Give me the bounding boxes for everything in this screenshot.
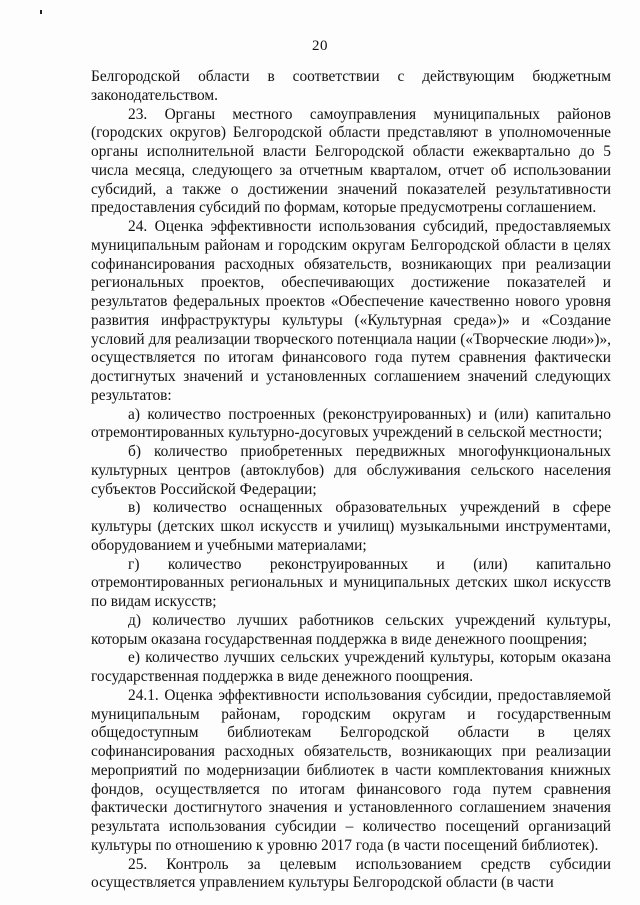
- paragraph-24-item-b: б) количество приобретенных передвижных многофункциональных культурных центров (автоклубов) для обслуживания сельского населения субъектов Российской Федерации;: [91, 443, 611, 498]
- paragraph-24-item-c: в) количество оснащенных образовательных учреждений в сфере культуры (детских школ искусств и училищ) музыкальными инструментами, оборудованием и учебными материалами;: [91, 499, 611, 554]
- paragraph-24: 24. Оценка эффективности использования субсидий, предоставляемых муниципальным районам и городским округам Белгородской области в целях софинансирования расходных обязательств, возникающих при реализации региональных проектов, обеспечивающих достижение показателей и результатов федеральных проектов «Обеспечение качественно нового уровня развития инфраструктуры культуры («Культурная среда»)» и «Создание условий для реализации творческого потенциала нации («Творческие люди»)», осуществляется по итогам финансового года путем сравнения фактически достигнутых значений и установленных соглашением значений следующих результатов:: [91, 218, 611, 404]
- paragraph-23: 23. Органы местного самоуправления муниципальных районов (городских округов) Белгородской области представляют в уполномоченные органы исполнительной власти Белгородской области ежеквартально до 5 числа месяца, следующего за отчетным кварталом, отчет об использовании субсидий, а также о достижении значений показателей результативности предоставления субсидий по формам, которые предусмотрены соглашением.: [91, 105, 611, 217]
- paragraph-24-item-f: е) количество лучших сельских учреждений культуры, которым оказана государственная поддержка в виде денежного поощрения.: [91, 649, 611, 685]
- document-body: [91, 68, 611, 893]
- page-number: 20: [312, 38, 328, 54]
- paragraph-24-item-e: д) количество лучших работников сельских учреждений культуры, которым оказана государственная поддержка в виде денежного поощрения;: [91, 611, 611, 648]
- paragraph-continuation: Белгородской области в соответствии с действующим бюджетным законодательством.: [91, 68, 611, 104]
- scan-mark: [40, 10, 42, 14]
- paragraph-24-item-d: г) количество реконструированных и (или) капитально отремонтированных региональных и муниципальных детских школ искусств по видам искусств;: [91, 555, 611, 610]
- paragraph-24-item-a: а) количество построенных (реконструированных) и (или) капитально отремонтированных культурно-досуговых учреждений в сельской местности;: [91, 405, 611, 442]
- paragraph-25: 25. Контроль за целевым использованием средств субсидии осуществляется управлением культуры Белгородской области (в части: [91, 855, 611, 892]
- paragraph-24-1: 24.1. Оценка эффективности использования субсидии, предоставляемой муниципальным районам, городским округам и государственным общедоступным библиотекам Белгородской области в целях софинансирования расходных обязательств, возникающих при реализации мероприятий по модернизации библиотек в части комплектования книжных фондов, осуществляется по итогам финансового года путем сравнения фактически достигнутого значения и установленного соглашением значения результата использования субсидии – количество посещений организаций культуры по отношению к уровню 2017 года (в части посещений библиотек).: [91, 686, 611, 854]
